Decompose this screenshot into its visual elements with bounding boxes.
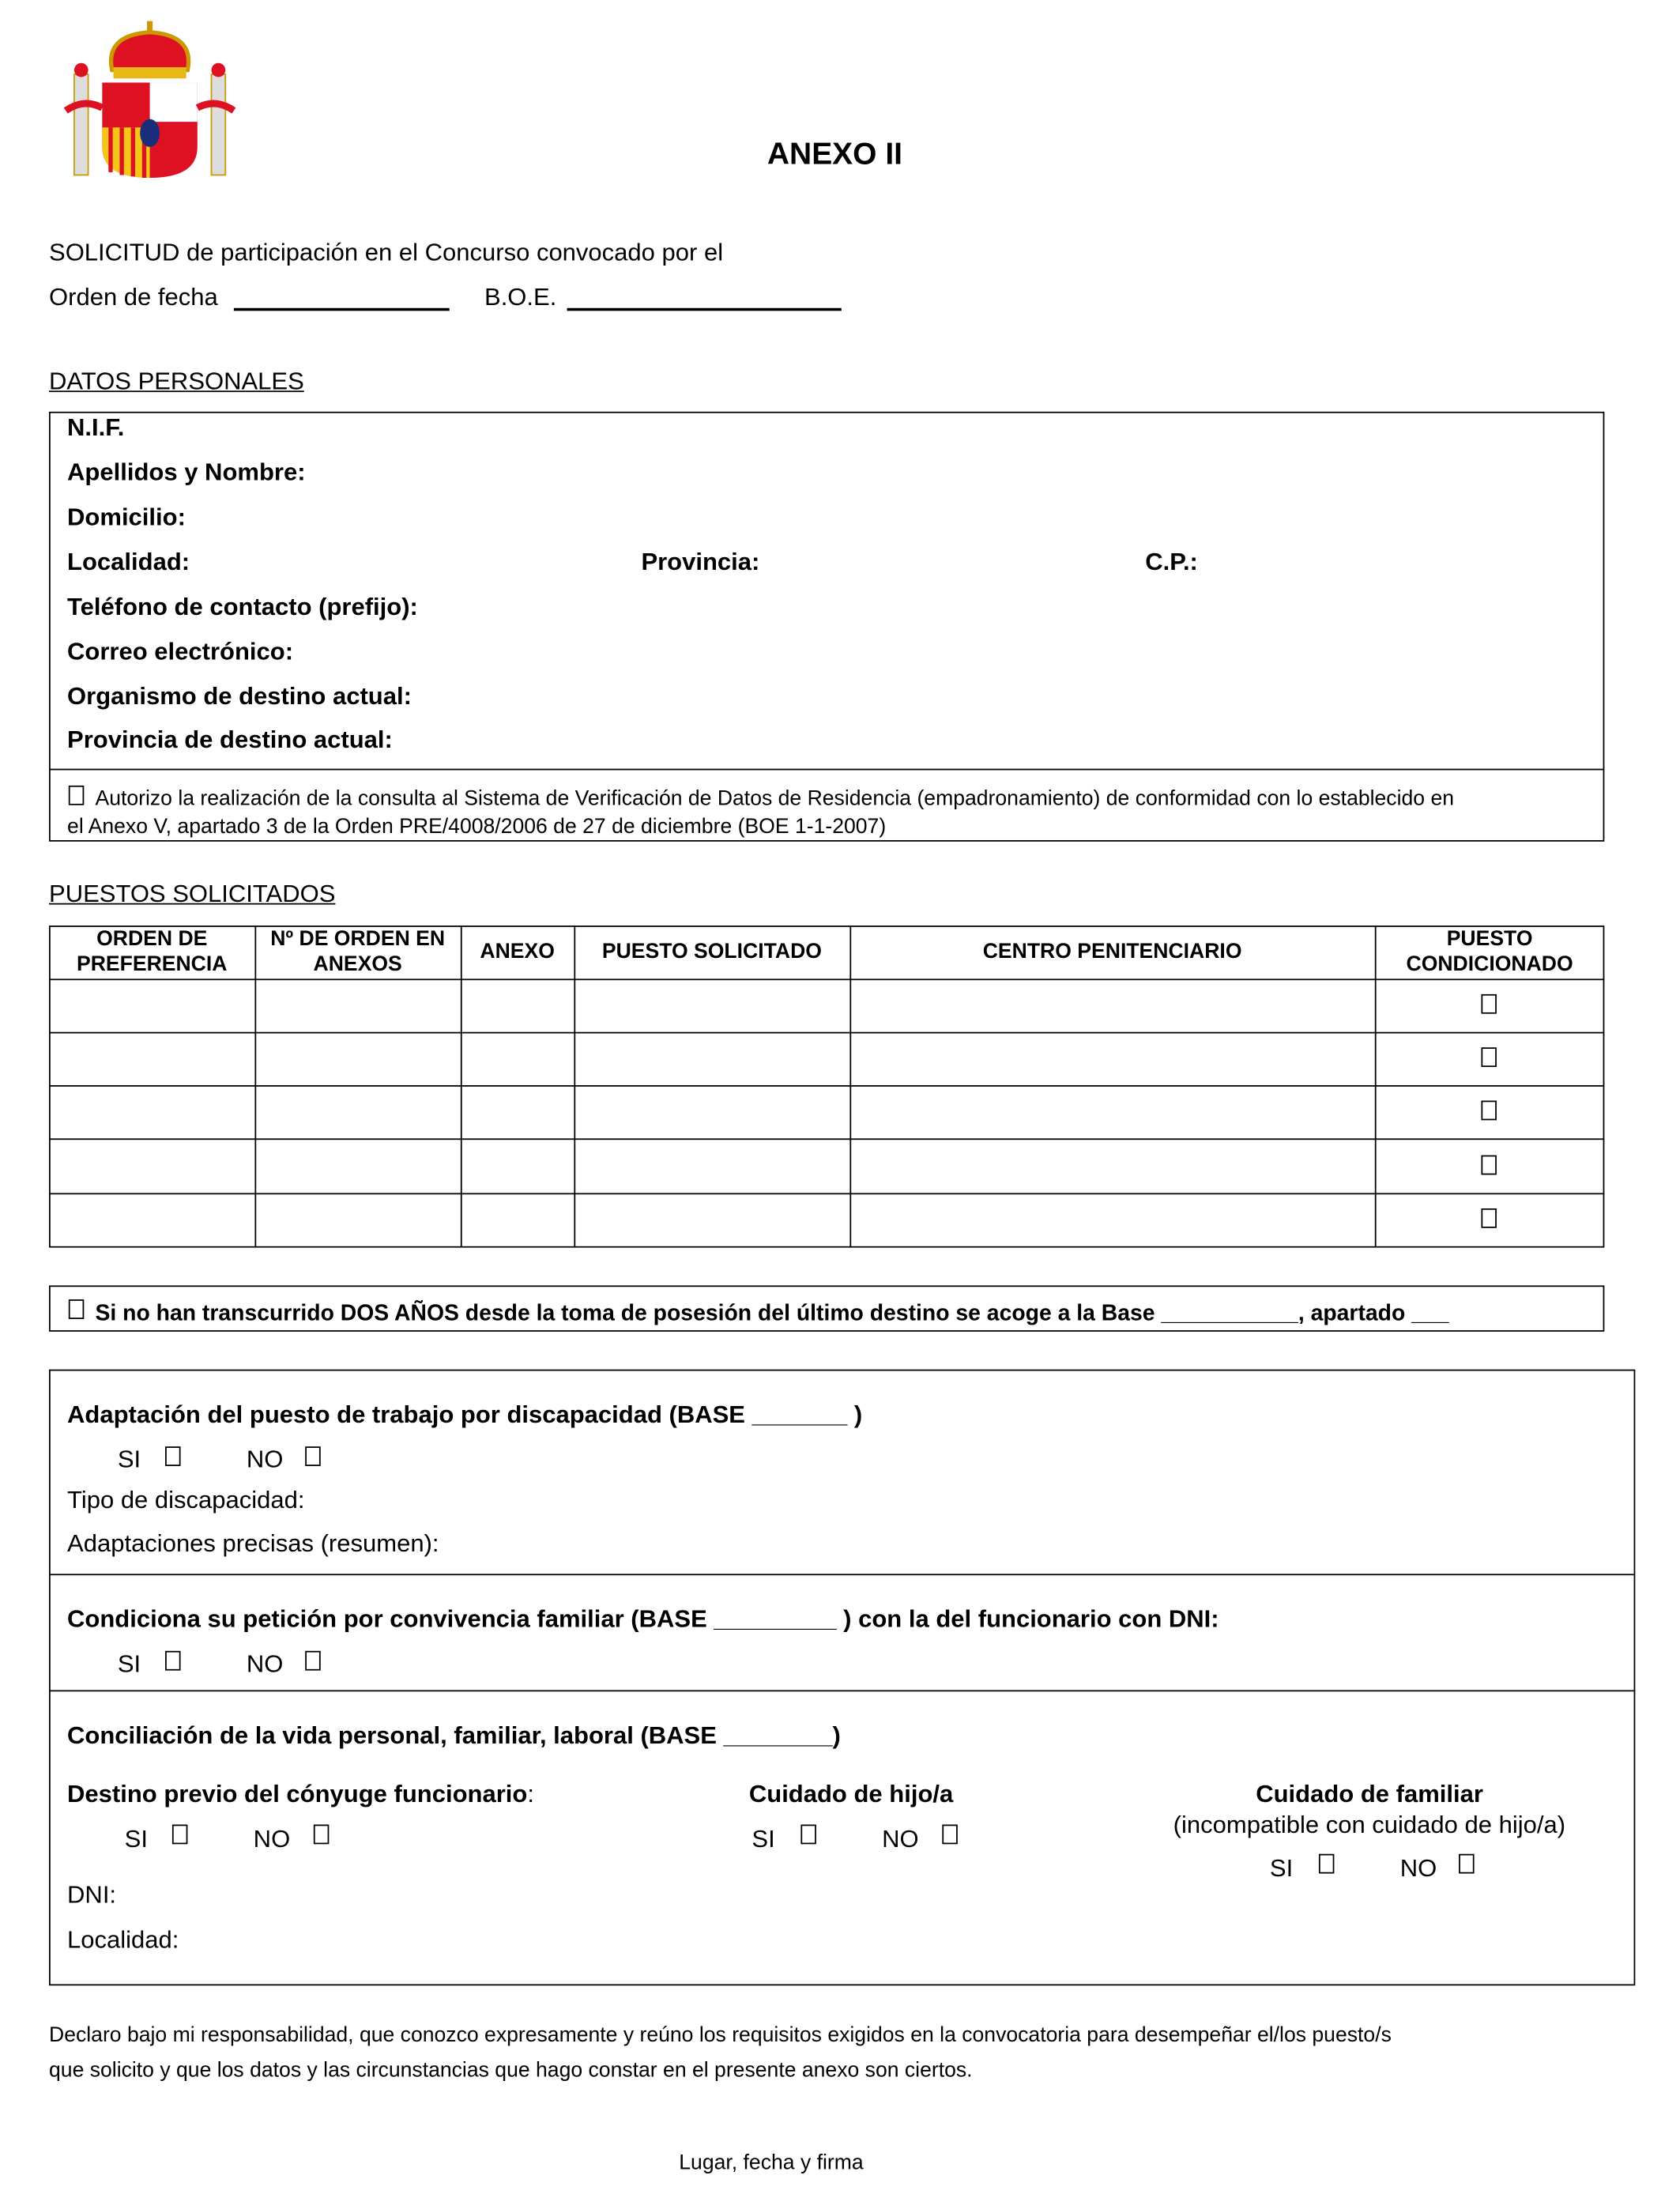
autorizo-text-2: el Anexo V, apartado 3 de la Orden PRE/4008/2006 de 27 de diciembre (BOE 1-1-2007) bbox=[67, 815, 887, 839]
boe-label: B.O.E. bbox=[484, 282, 557, 311]
cuidado-familiar-label: Cuidado de familiar bbox=[1256, 1779, 1483, 1808]
adaptacion-title: Adaptación del puesto de trabajo por discapacidad (BASE _______ ) bbox=[67, 1400, 863, 1429]
no-label: NO bbox=[1399, 1853, 1437, 1883]
adaptacion-no-checkbox[interactable] bbox=[305, 1446, 320, 1466]
condicionado-checkbox[interactable] bbox=[1481, 1047, 1496, 1067]
orden-fecha-field[interactable] bbox=[234, 308, 450, 311]
no-label: NO bbox=[246, 1649, 284, 1678]
telefono-label: Teléfono de contacto (prefijo): bbox=[67, 592, 418, 620]
adaptacion-si-checkbox[interactable] bbox=[165, 1446, 180, 1466]
si-label: SI bbox=[117, 1445, 141, 1473]
condicionado-checkbox[interactable] bbox=[1481, 1155, 1496, 1175]
si-label: SI bbox=[751, 1824, 775, 1853]
cp-label: C.P.: bbox=[1145, 547, 1198, 576]
coat-of-arms-logo bbox=[63, 21, 237, 184]
familiar-no-checkbox[interactable] bbox=[1459, 1854, 1474, 1874]
condicionado-checkbox[interactable] bbox=[1481, 994, 1496, 1014]
hijo-si-checkbox[interactable] bbox=[800, 1825, 816, 1845]
col-anexo: ANEXO bbox=[480, 939, 555, 963]
puestos-heading: PUESTOS SOLICITADOS bbox=[49, 879, 336, 908]
declaracion-line1: Declaro bajo mi responsabilidad, que conozco expresamente y reúno los requisitos exigidos en la convocatoria para desempeñar el/los puesto/s bbox=[49, 2023, 1392, 2048]
adaptaciones-label: Adaptaciones precisas (resumen): bbox=[67, 1529, 439, 1558]
divider bbox=[49, 769, 1604, 771]
familiar-si-checkbox[interactable] bbox=[1319, 1854, 1334, 1874]
apellidos-label: Apellidos y Nombre: bbox=[67, 458, 306, 486]
dni-label: DNI: bbox=[67, 1880, 117, 1909]
localidad-label: Localidad: bbox=[67, 547, 190, 576]
convivencia-si-checkbox[interactable] bbox=[165, 1651, 180, 1671]
intro-text: SOLICITUD de participación en el Concurso convocado por el bbox=[49, 238, 724, 266]
circunstancias-box bbox=[49, 1370, 1635, 1986]
correo-label: Correo electrónico: bbox=[67, 637, 294, 665]
destino-previo-label: Destino previo del cónyuge funcionario: bbox=[67, 1779, 534, 1808]
no-label: NO bbox=[882, 1824, 919, 1853]
hijo-no-checkbox[interactable] bbox=[942, 1825, 957, 1845]
condicionado-checkbox[interactable] bbox=[1481, 1208, 1496, 1228]
si-label: SI bbox=[1269, 1853, 1294, 1883]
col-numero-orden: Nº DE ORDEN EN ANEXOS bbox=[270, 926, 446, 976]
datos-personales-heading: DATOS PERSONALES bbox=[49, 367, 304, 395]
convivencia-title: Condiciona su petición por convivencia familiar (BASE _________ ) con la del funcionario con DNI: bbox=[67, 1604, 1219, 1633]
cuidado-hijo-label: Cuidado de hijo/a bbox=[748, 1779, 954, 1808]
firma-label: Lugar, fecha y firma bbox=[679, 2151, 864, 2175]
localidad-conyuge-label: Localidad: bbox=[67, 1925, 179, 1954]
dos-anos-text: Si no han transcurrido DOS AÑOS desde la toma de posesión del último destino se acoge a la Base ___________, apartado ___ bbox=[95, 1302, 1449, 1326]
col-centro-penitenciario: CENTRO PENITENCIARIO bbox=[982, 939, 1242, 963]
col-orden-preferencia: ORDEN DE PREFERENCIA bbox=[76, 926, 228, 976]
conciliacion-title: Conciliación de la vida personal, familiar, laboral (BASE ________) bbox=[67, 1721, 841, 1749]
boe-field[interactable] bbox=[567, 308, 842, 311]
provincia-destino-label: Provincia de destino actual: bbox=[67, 725, 393, 754]
si-label: SI bbox=[117, 1649, 141, 1678]
autorizo-checkbox[interactable] bbox=[69, 786, 84, 805]
condicionado-checkbox[interactable] bbox=[1481, 1101, 1496, 1121]
orden-label: Orden de fecha bbox=[49, 282, 218, 311]
convivencia-no-checkbox[interactable] bbox=[305, 1651, 320, 1671]
nif-label: N.I.F. bbox=[67, 413, 125, 442]
tipo-discapacidad-label: Tipo de discapacidad: bbox=[67, 1485, 305, 1514]
familiar-note: (incompatible con cuidado de hijo/a) bbox=[1173, 1810, 1566, 1839]
no-label: NO bbox=[253, 1824, 291, 1853]
col-puesto-solicitado: PUESTO SOLICITADO bbox=[601, 939, 822, 963]
no-label: NO bbox=[246, 1445, 284, 1473]
domicilio-label: Domicilio: bbox=[67, 503, 186, 531]
col-puesto-condicionado: PUESTO CONDICIONADO bbox=[1406, 926, 1573, 976]
page-title: ANEXO II bbox=[767, 135, 902, 172]
autorizo-text: Autorizo la realización de la consulta al Sistema de Verificación de Datos de Residencia (empadronamiento) de conformidad con lo establecido en bbox=[95, 786, 1455, 811]
si-label: SI bbox=[124, 1824, 148, 1853]
organismo-label: Organismo de destino actual: bbox=[67, 681, 412, 711]
declaracion-line2: que solicito y que los datos y las circunstancias que hago constar en el presente anexo son ciertos. bbox=[49, 2058, 973, 2083]
conyuge-no-checkbox[interactable] bbox=[314, 1825, 329, 1845]
dos-anos-checkbox[interactable] bbox=[69, 1299, 84, 1319]
provincia-label: Provincia: bbox=[641, 547, 760, 576]
conyuge-si-checkbox[interactable] bbox=[172, 1825, 187, 1845]
